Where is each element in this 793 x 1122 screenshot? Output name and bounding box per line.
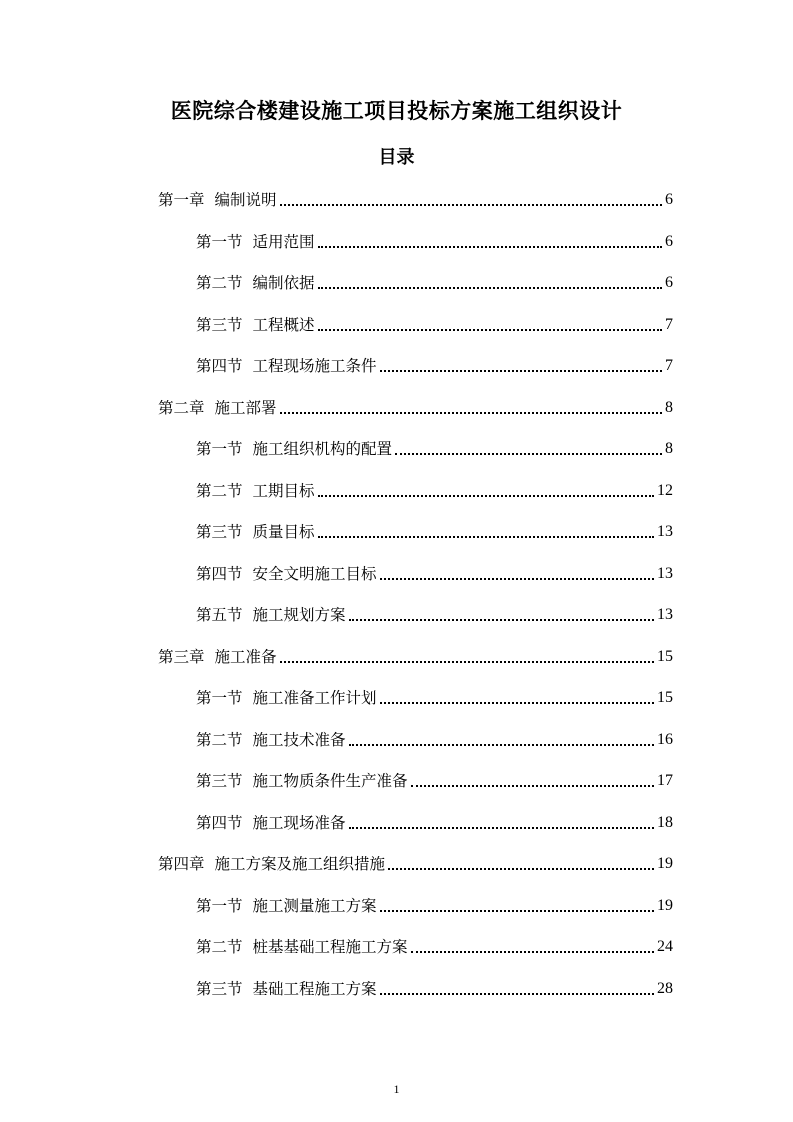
toc-entry-label: 适用范围 xyxy=(252,232,315,251)
toc-entry-label: 桩基基础工程施工方案 xyxy=(252,938,408,956)
toc-entry-page: 7 xyxy=(665,357,673,374)
toc-dot-leader xyxy=(280,411,662,414)
toc-entry-number: 第四节 xyxy=(196,813,243,832)
toc-entry-number: 第一节 xyxy=(196,232,243,251)
toc-dot-leader xyxy=(349,618,654,621)
toc-section-entry[interactable] xyxy=(196,602,673,626)
toc-dot-leader xyxy=(411,950,654,953)
toc-entry-page: 12 xyxy=(657,481,673,499)
page-number: 1 xyxy=(393,1082,400,1096)
toc-entry-label: 工期目标 xyxy=(252,481,315,500)
toc-entry-label: 施工物质条件生产准备 xyxy=(252,772,408,790)
toc-entry-number: 第一节 xyxy=(196,689,243,707)
toc-dot-leader xyxy=(318,286,662,289)
toc-section-entry[interactable] xyxy=(196,270,673,294)
toc-entry-page: 24 xyxy=(657,938,673,955)
toc-entry-number: 第四节 xyxy=(196,564,243,583)
toc-dot-leader xyxy=(318,494,654,497)
toc-entry-label: 施工组织机构的配置 xyxy=(252,440,393,458)
toc-dot-leader xyxy=(388,867,654,870)
toc-dot-leader xyxy=(380,909,654,912)
toc-entry-page: 6 xyxy=(665,232,673,250)
toc-entry-number: 第一章 xyxy=(158,191,205,209)
toc-section-entry[interactable] xyxy=(196,312,673,336)
toc-entry-number: 第一节 xyxy=(196,440,243,458)
toc-dot-leader xyxy=(380,369,662,372)
toc-entry-number: 第三节 xyxy=(196,772,243,790)
toc-entry-page: 8 xyxy=(665,398,673,416)
toc-chapter-entry[interactable] xyxy=(158,187,673,211)
toc-dot-leader xyxy=(318,535,654,538)
toc-entry-page: 7 xyxy=(665,315,673,333)
toc-entry-number: 第三节 xyxy=(196,979,243,998)
toc-entry-label: 基础工程施工方案 xyxy=(252,979,377,998)
toc-chapter-entry[interactable] xyxy=(158,644,673,668)
toc-entry-number: 第四节 xyxy=(196,357,243,375)
toc-entry-number: 第二节 xyxy=(196,938,243,956)
toc-entry-page: 6 xyxy=(665,274,673,291)
toc-entry-number: 第二节 xyxy=(196,481,243,500)
toc-section-entry[interactable] xyxy=(196,727,673,751)
toc-section-entry[interactable] xyxy=(196,436,673,460)
toc-entry-page: 16 xyxy=(657,730,673,748)
toc-entry-page: 28 xyxy=(657,979,673,997)
toc-entry-label: 工程现场施工条件 xyxy=(252,357,377,375)
toc-entry-label: 施工方案及施工组织措施 xyxy=(214,855,386,873)
toc-section-entry[interactable] xyxy=(196,976,673,1000)
toc-entry-label: 编制依据 xyxy=(252,274,315,292)
toc-entry-label: 工程概述 xyxy=(252,315,315,334)
toc-entry-label: 施工规划方案 xyxy=(252,606,346,624)
toc-dot-leader xyxy=(349,743,654,746)
toc-entry-label: 施工技术准备 xyxy=(252,730,346,749)
toc-dot-leader xyxy=(411,784,654,787)
toc-entry-page: 15 xyxy=(657,647,673,665)
toc-dot-leader xyxy=(380,992,654,995)
toc-heading: 目录 xyxy=(378,147,415,168)
toc-section-entry[interactable] xyxy=(196,353,673,377)
toc-entry-number: 第一节 xyxy=(196,896,243,915)
toc-entry-label: 施工准备工作计划 xyxy=(252,689,377,707)
toc-entry-label: 质量目标 xyxy=(252,523,315,541)
toc-entry-label: 编制说明 xyxy=(214,191,277,209)
toc-section-entry[interactable] xyxy=(196,768,673,792)
toc-section-entry[interactable] xyxy=(196,519,673,543)
toc-entry-page: 15 xyxy=(657,689,673,706)
toc-section-entry[interactable] xyxy=(196,478,673,502)
toc-entry-label: 安全文明施工目标 xyxy=(252,564,377,583)
toc-entry-label: 施工准备 xyxy=(214,647,277,666)
toc-dot-leader xyxy=(318,328,662,331)
toc-entry-number: 第三章 xyxy=(158,647,205,666)
toc-entry-number: 第二节 xyxy=(196,730,243,749)
toc-dot-leader xyxy=(280,660,654,663)
toc-entry-number: 第二节 xyxy=(196,274,243,292)
toc-chapter-entry[interactable] xyxy=(158,851,673,875)
toc-section-entry[interactable] xyxy=(196,810,673,834)
toc-entry-label: 施工部署 xyxy=(214,398,277,417)
toc-dot-leader xyxy=(380,577,654,580)
toc-entry-page: 19 xyxy=(657,855,673,872)
toc-entry-number: 第五节 xyxy=(196,606,243,624)
toc-section-entry[interactable] xyxy=(196,561,673,585)
toc-entry-number: 第四章 xyxy=(158,855,205,873)
toc-entry-page: 8 xyxy=(665,440,673,457)
toc-entry-page: 13 xyxy=(657,523,673,540)
toc-dot-leader xyxy=(349,826,654,829)
toc-entry-number: 第三节 xyxy=(196,523,243,541)
toc-entry-page: 6 xyxy=(665,191,673,208)
toc-section-entry[interactable] xyxy=(196,893,673,917)
toc-dot-leader xyxy=(318,245,662,248)
toc-entry-label: 施工现场准备 xyxy=(252,813,346,832)
toc-dot-leader xyxy=(280,203,662,206)
document-title: 医院综合楼建设施工项目投标方案施工组织设计 xyxy=(170,99,623,123)
toc-section-entry[interactable] xyxy=(196,685,673,709)
toc-entry-page: 13 xyxy=(657,564,673,582)
toc-dot-leader xyxy=(380,701,654,704)
toc-entry-number: 第三节 xyxy=(196,315,243,334)
toc-entry-page: 17 xyxy=(657,772,673,789)
toc-section-entry[interactable] xyxy=(196,229,673,253)
toc-entry-label: 施工测量施工方案 xyxy=(252,896,377,915)
toc-entry-page: 13 xyxy=(657,606,673,623)
toc-entry-number: 第二章 xyxy=(158,398,205,417)
toc-entry-page: 19 xyxy=(657,896,673,914)
toc-section-entry[interactable] xyxy=(196,934,673,958)
toc-dot-leader xyxy=(395,452,662,455)
toc-entry-page: 18 xyxy=(657,813,673,831)
toc-chapter-entry[interactable] xyxy=(158,395,673,419)
